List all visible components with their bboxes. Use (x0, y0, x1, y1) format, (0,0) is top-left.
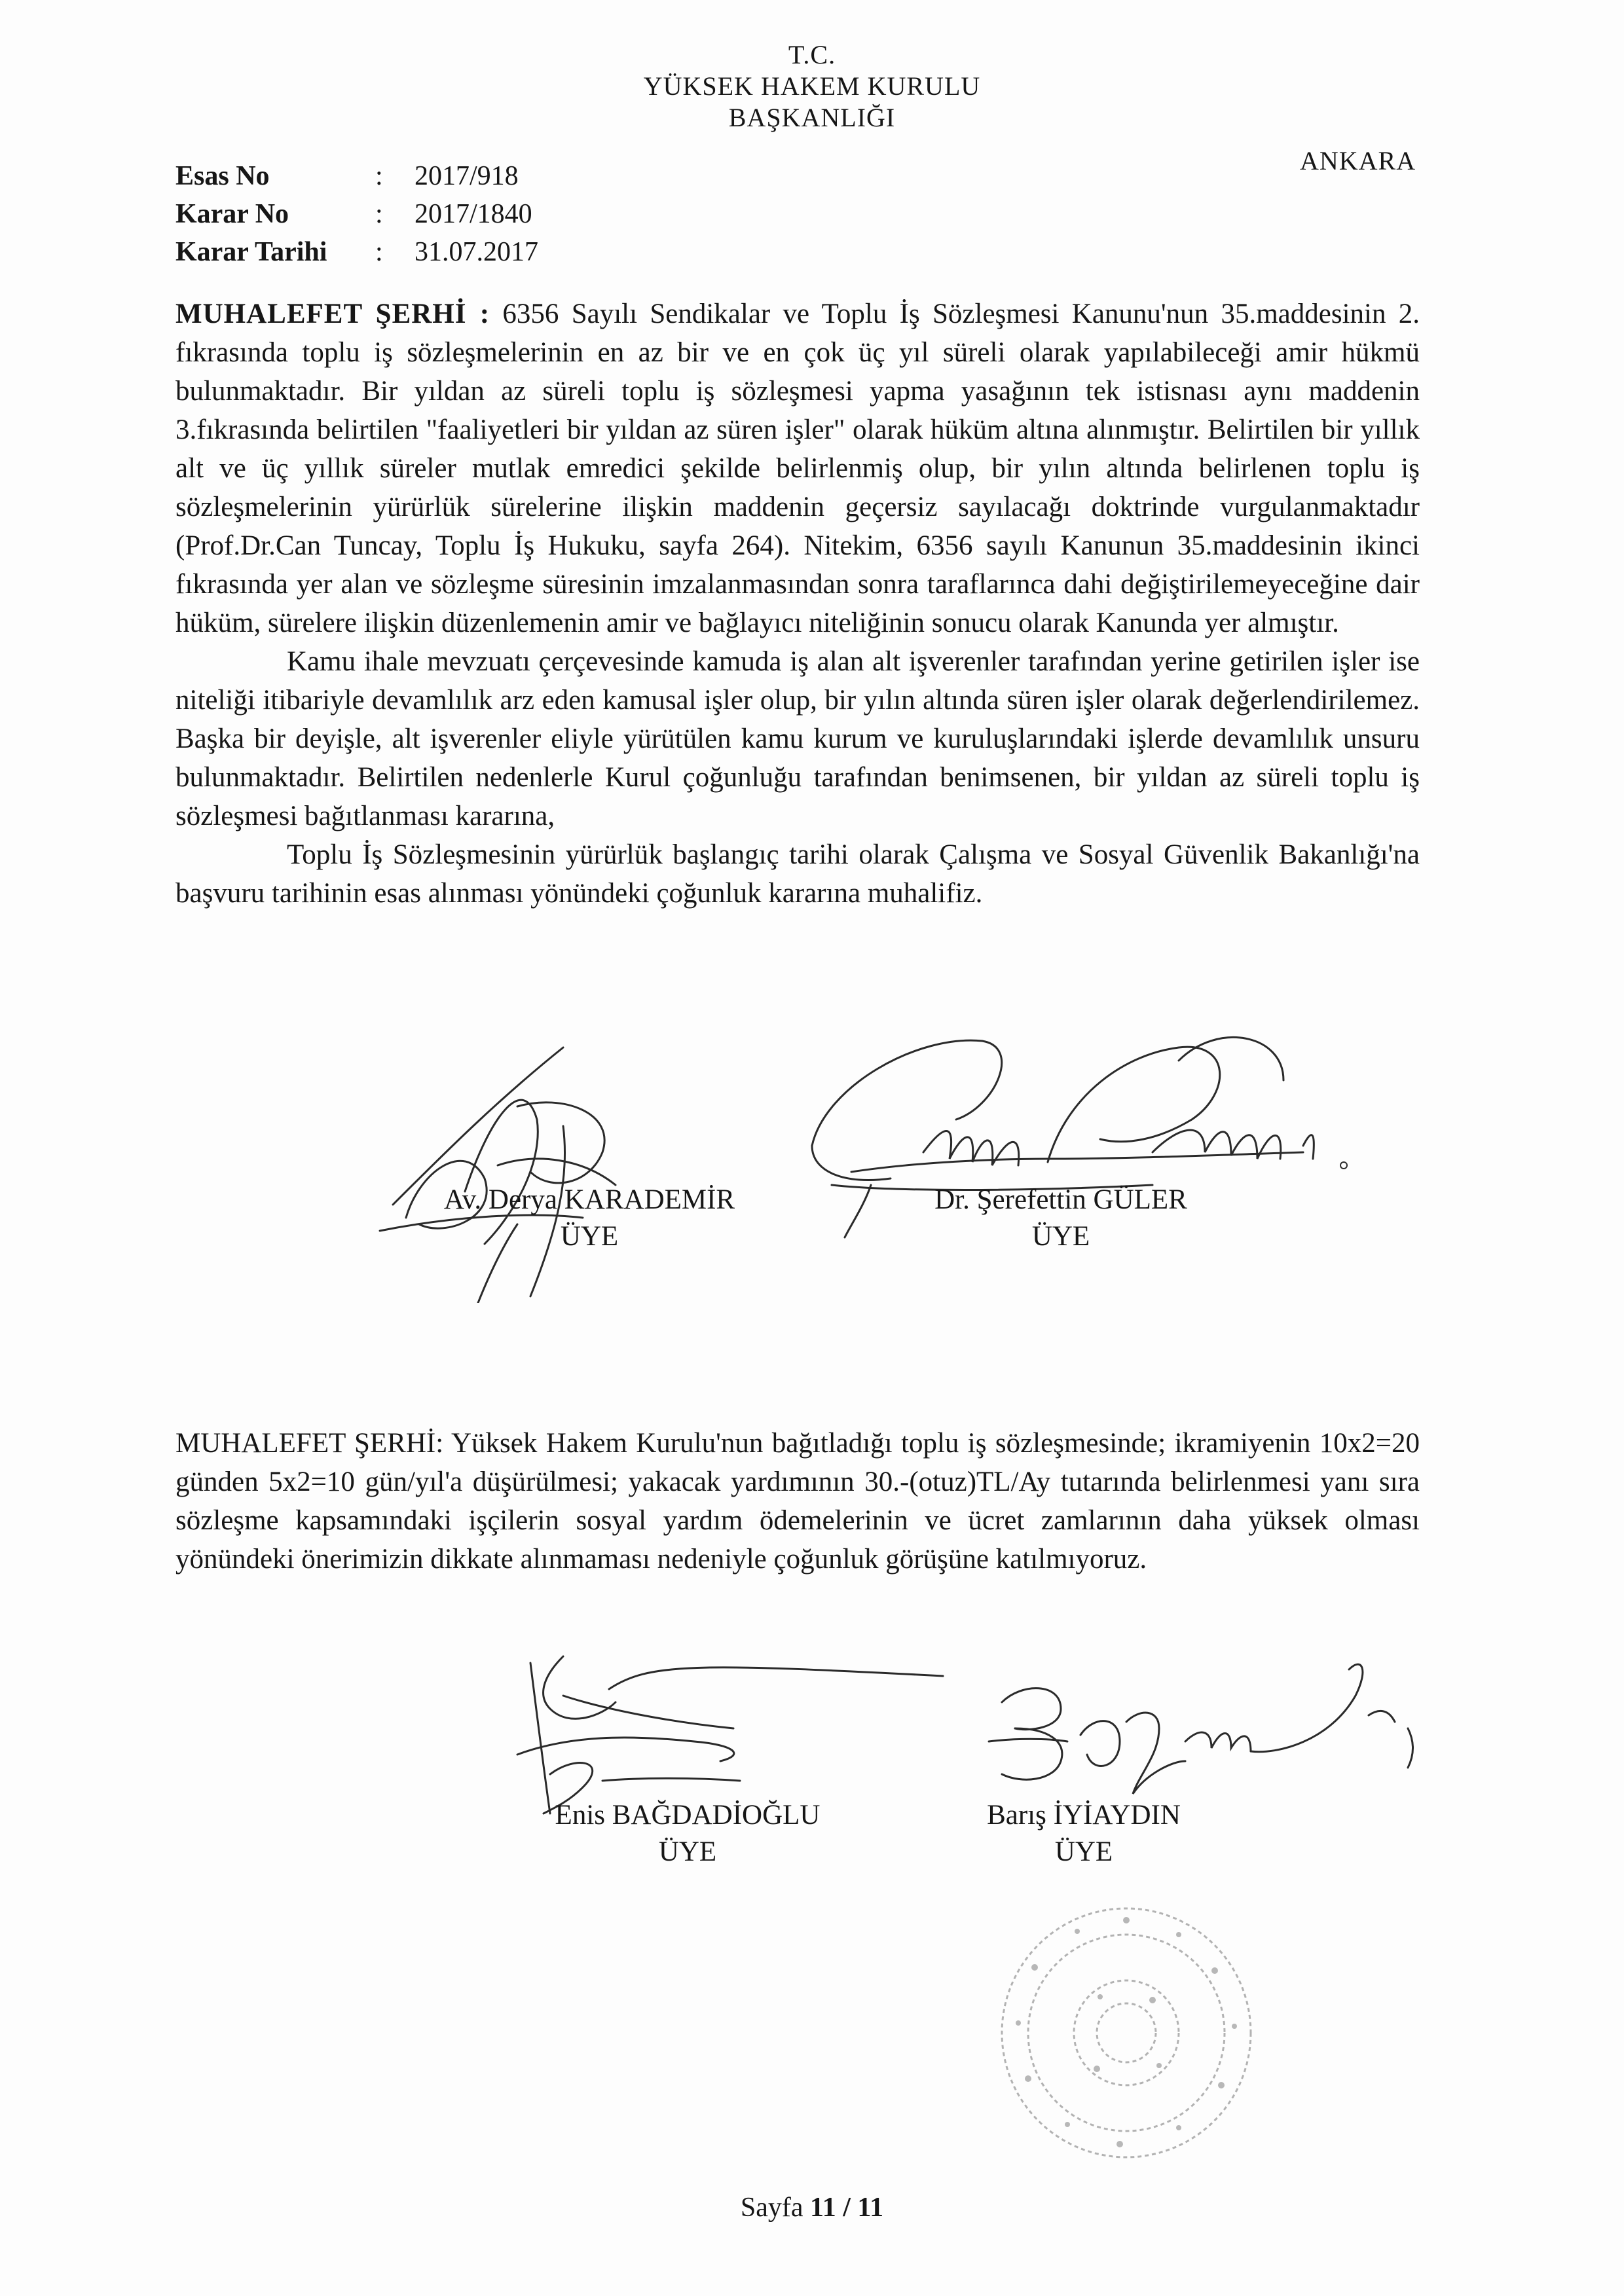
dissent-1-paragraph-2: Kamu ihale mevzuatı çerçevesinde kamuda iş alan alt işverenler tarafından yerine getirilen işler ise niteliği itibariyle devamlılık arz eden kamusal işler olup, bir yılın altında süren işler olarak değerlendirilemez. Başka bir deyişle, alt işverenler eliyle yürütülen kamu kurum ve kuruluşlarındaki işlerde devamlılık unsuru bulunmaktadır. Belirtilen nedenlerle Kurul çoğunluğu tarafından benimsenen, bir yıldan az süreli toplu iş sözleşmesi bağıtlanması kararına, (175, 646, 1420, 831)
page-number: 11 / 11 (810, 2193, 884, 2223)
page-footer (0, 2192, 1624, 2223)
page-number-label: Sayfa (740, 2193, 803, 2223)
signatory-role: ÜYE (658, 1836, 717, 1867)
dissent-1-paragraph-3: Toplu İş Sözleşmesinin yürürlük başlangıç tarihi olarak Çalışma ve Sosyal Güvenlik Bakanlığı'na başvuru tarihinin esas alınması yönündeki çoğunluk kararına muhalifiz. (175, 839, 1420, 909)
dissent-1-paragraph-1-text: 6356 Sayılı Sendikalar ve Toplu İş Sözleşmesi Kanunu'nun 35.maddesinin 2. fıkrasında toplu iş sözleşmelerinin en az bir ve en çok üç yıl süreli olarak yapılabileceği amir hükmü bulunmaktadır. Bir yıldan az süreli toplu iş sözleşmesi yapma yasağının tek istisnası aynı maddenin 3.fıkrasında belirtilen "faaliyetleri bir yıldan az süren işler" olarak hüküm altına alınmıştır. Belirtilen bir yıllık alt ve üç yıllık süreler mutlak emredici şekilde belirlenmiş olup, bir yılın altında belirlenen toplu iş sözleşmelerinin yürürlük sürelerine ilişkin maddenin geçersiz sayılacağı doktrinde vurgulanmaktadır (Prof.Dr.Can Tuncay, Toplu İş Hukuku, sayfa 264). Nitekim, 6356 sayılı Kanunun 35.maddesinin ikinci fıkrasında yer alan ve sözleşme süresinin imzalanmasından sonra taraflarınca dahi değiştirilemeyeceğine dair hüküm, sürelere ilişkin düzenlemenin amir ve bağlayıcı niteliğinin sonucu olarak Kanunda yer almıştır. (175, 299, 1420, 638)
meta-label: Karar No (175, 199, 289, 229)
meta-value: 31.07.2017 (415, 237, 538, 267)
dissent-1-paragraph-1 (175, 295, 1420, 642)
signatory-name: Av. Derya KARADEMİR (443, 1184, 735, 1215)
document-header (0, 39, 1624, 134)
header-line-presidency: BAŞKANLIĞI (728, 103, 896, 132)
signatory-role: ÜYE (1031, 1221, 1090, 1252)
signatory-name: Barış İYİAYDIN (987, 1800, 1181, 1831)
meta-label: Esas No (175, 161, 270, 191)
dissent-opinion-2: MUHALEFET ŞERHİ: Yüksek Hakem Kurulu'nun bağıtladığı toplu iş sözleşmesinde; ikramiyenin 10x2=20 günden 5x2=10 gün/yıl'a düşürülmesi; yakacak yardımının 30.-(otuz)TL/Ay tutarında belirlenmesi yanı sıra sözleşme kapsamındaki işçilerin sosyal yardım ödemelerinin ve ücret zamlarının daha yüksek olması yönündeki önerimizin dikkate alınmaması nedeniyle çoğunluk görüşüne katılmıyoruz. (175, 1428, 1420, 1575)
header-city: ANKARA (1300, 146, 1416, 175)
official-seal (982, 1889, 1270, 2177)
meta-value: 2017/1840 (415, 199, 532, 229)
signatory-role: ÜYE (560, 1221, 619, 1252)
meta-row-karar-tarihi (175, 233, 538, 271)
signatory-name: Dr. Şerefettin GÜLER (934, 1184, 1187, 1215)
signatory-iyiaydin (920, 1797, 1247, 1870)
signature-iyiaydin (963, 1643, 1434, 1813)
meta-row-esas (175, 157, 538, 195)
dissent-1-heading: MUHALEFET ŞERHİ : (175, 299, 490, 329)
meta-separator: : (375, 199, 383, 229)
signatory-bagdadioglu (498, 1797, 877, 1870)
signatory-karademir (367, 1182, 812, 1255)
header-line-institution: YÜKSEK HAKEM KURULU (643, 71, 981, 101)
signatory-name: Enis BAĞDADİOĞLU (555, 1800, 821, 1831)
dissent-opinion-1 (175, 295, 1420, 913)
header-line-tc: T.C. (788, 40, 836, 69)
meta-row-karar (175, 195, 538, 233)
meta-value: 2017/918 (415, 161, 519, 191)
meta-separator: : (375, 237, 383, 267)
signature-karademir (367, 1021, 773, 1303)
signatory-guler (858, 1182, 1264, 1255)
meta-separator: : (375, 161, 383, 191)
case-metadata (175, 157, 538, 271)
signatory-role: ÜYE (1054, 1836, 1113, 1867)
meta-label: Karar Tarihi (175, 237, 327, 267)
